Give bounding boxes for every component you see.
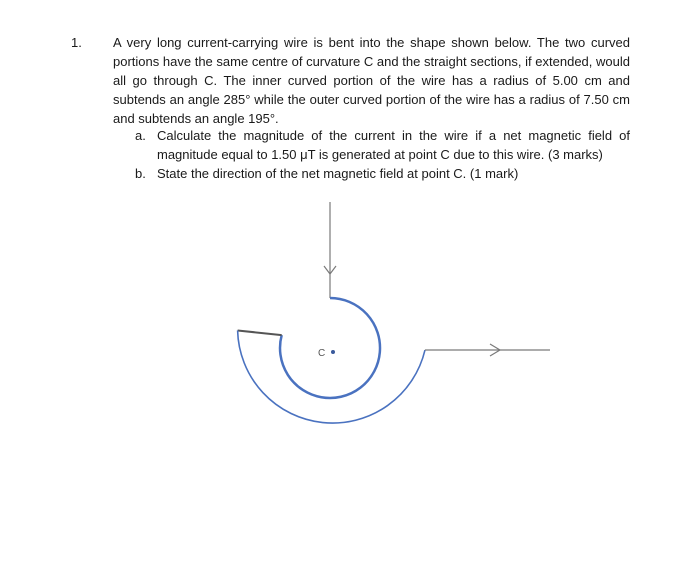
part-a-label: a. [135,128,146,143]
inner-curved-wire [280,298,380,398]
part-b-text: State the direction of the net magnetic field at point C. (1 mark) [157,166,519,181]
part-a-text: Calculate the magnitude of the current in the wire if a net magnetic field of magnitude equal to 1.50 μT is generated at point C due to this wire. (3 marks) [157,128,630,162]
question-text: A very long current-carrying wire is bent into the shape shown below. The two curved portions have the same centre of curvature C and the straight sections, if extended, would all go through C. The inner curved portion of the wire has a radius of 5.00 cm and subtends an angle 285° while the outer curved portion of the wire has a radius of 7.50 cm and subtends an angle 195°. [113,35,630,126]
centre-c-label: C [318,348,326,359]
centre-c-point [331,350,335,354]
outer-curved-wire [238,331,425,424]
radial-connector-wire [238,331,282,336]
question-number: 1. [71,35,82,50]
part-b-label: b. [135,166,146,181]
